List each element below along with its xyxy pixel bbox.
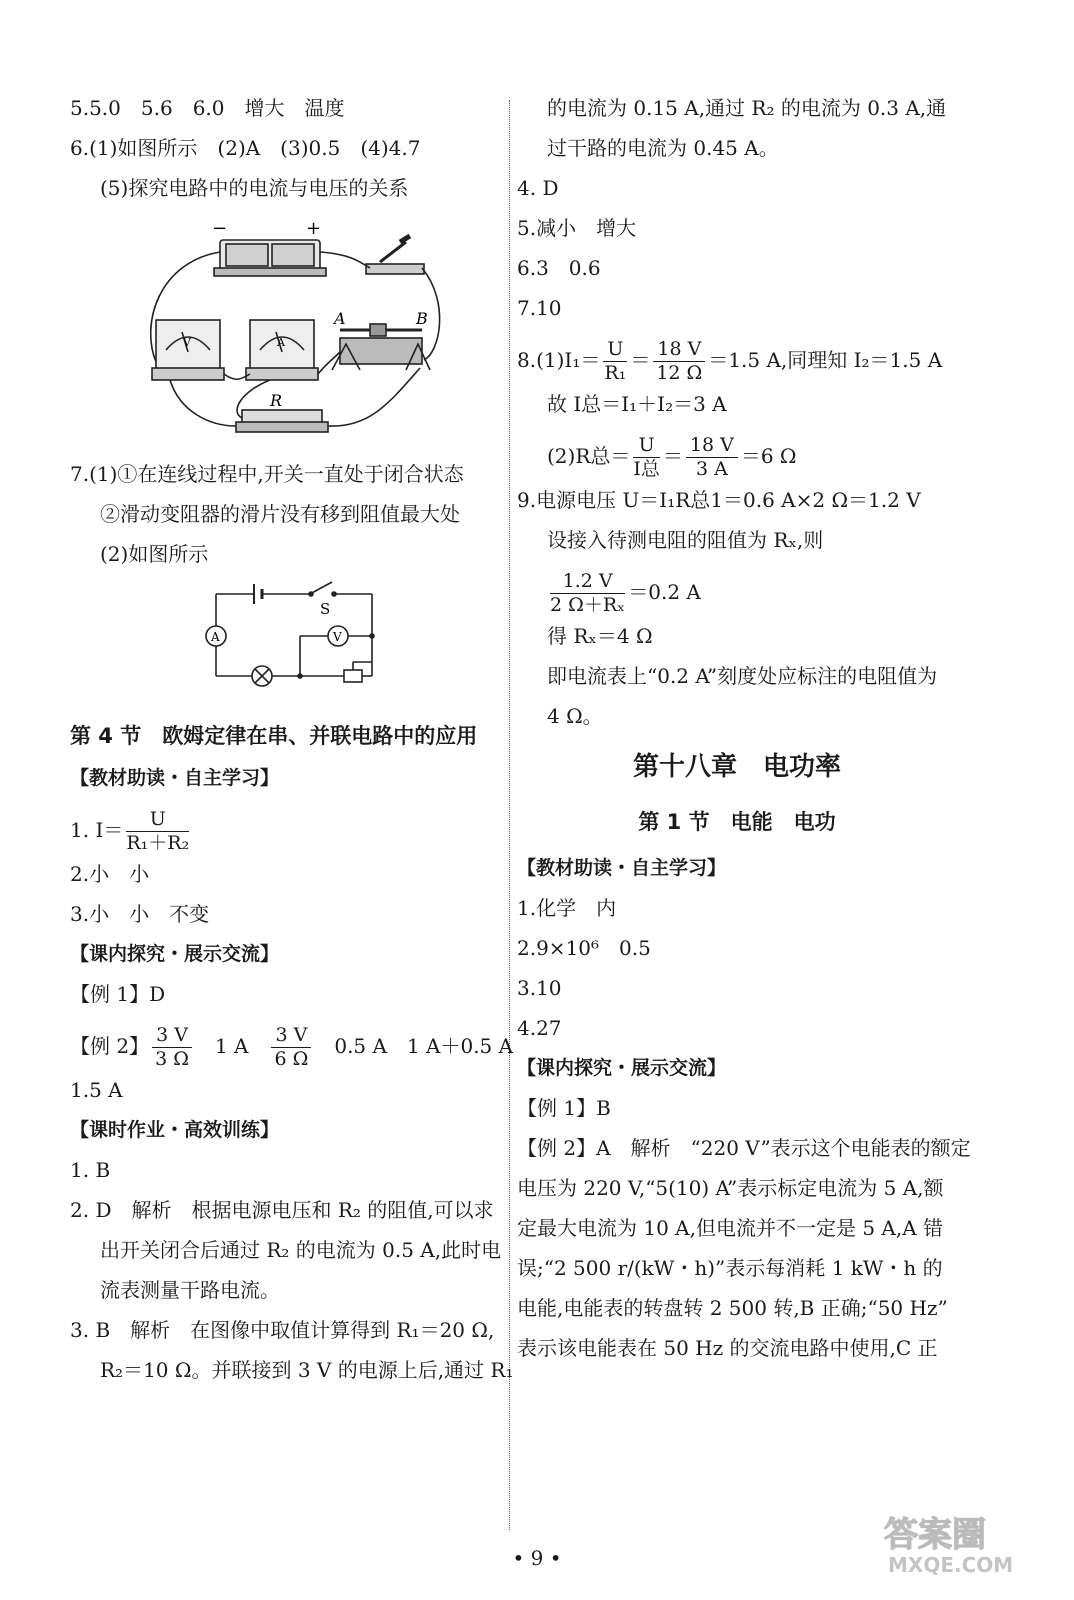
example-1: 【例 1】D	[70, 982, 166, 1006]
answer-l3: 3.小 小 不变	[70, 902, 210, 926]
heading-textbook: 【教材助读・自主学习】	[70, 767, 280, 789]
answer-8-sum: 故 I总＝I₁＋I₂＝3 A	[547, 392, 727, 416]
numerator: 18 V	[653, 340, 705, 362]
answer-7-right: 7.10	[517, 296, 562, 320]
homework-3a: 3. B 解析 在图像中取值计算得到 R₁＝20 Ω,	[70, 1318, 495, 1342]
answer-8-1	[517, 336, 957, 384]
answer-5-right: 5.减小 增大	[517, 216, 637, 240]
fraction	[271, 1026, 311, 1069]
answer-8-2-tail: ＝6 Ω	[740, 444, 797, 468]
homework-2a: 2. D 解析 根据电源电压和 R₂ 的阻值,可以求	[70, 1198, 494, 1222]
answer-s2: 2.9×10⁶ 0.5	[517, 936, 651, 960]
numerator: U	[633, 436, 660, 458]
answer-9-e: 即电流表上“0.2 A”刻度处应标注的电阻值为	[547, 664, 938, 688]
section-1-title: 第 1 节 电能 电功	[638, 810, 836, 834]
denominator: 2 Ω＋Rₓ	[550, 594, 626, 616]
fraction	[550, 572, 625, 615]
example-1-right: 【例 1】B	[517, 1096, 611, 1120]
answer-9-b: 设接入待测电阻的阻值为 Rₓ,则	[547, 528, 824, 552]
homework-3b: R₂＝10 Ω。并联接到 3 V 的电源上后,通过 R₁	[100, 1358, 514, 1382]
denominator: 3 A	[695, 458, 728, 480]
answer-7-2: ②滑动变阻器的滑片没有移到阻值最大处	[100, 502, 460, 526]
answer-9-d: 得 Rₓ＝4 Ω	[547, 624, 653, 648]
answer-9-f: 4 Ω。	[547, 704, 603, 728]
fraction	[603, 340, 627, 383]
denominator: R₁	[604, 362, 627, 384]
voltmeter-v-label: V	[183, 336, 191, 349]
watermark-logo	[874, 1508, 1044, 1578]
column-divider	[509, 100, 510, 1530]
answer-4: 4. D	[517, 176, 559, 200]
answer-8-2	[517, 432, 957, 480]
answer-s4: 4.27	[517, 1016, 562, 1040]
switch-s-label: S	[320, 600, 331, 618]
circuit-photo-figure	[70, 212, 500, 456]
numerator: U	[126, 810, 189, 832]
numerator: U	[603, 340, 627, 362]
left-column	[70, 96, 514, 1398]
example-2-right-d: 误;“2 500 r/(kW・h)”表示每消耗 1 kW・h 的	[517, 1256, 943, 1280]
answer-9-c	[517, 568, 957, 616]
rheostat-b-label: B	[416, 309, 428, 328]
example-2-answer: 1.5 A	[70, 1078, 123, 1102]
schematic-figure	[70, 580, 500, 710]
heading-homework: 【课时作业・高效训练】	[70, 1119, 280, 1141]
rheostat-a-label: A	[334, 309, 346, 328]
answer-l1	[70, 806, 500, 854]
answer-8-prefix: 8.(1)I₁＝	[517, 348, 601, 372]
chapter-title: 第十八章 电功率	[632, 752, 841, 782]
denominator: 12 Ω	[656, 362, 703, 384]
resistor-r-label: R	[270, 391, 283, 410]
answer-8-tail: ＝1.5 A,同理知 I₂＝1.5 A	[708, 348, 943, 372]
heading-textbook-right: 【教材助读・自主学习】	[517, 857, 727, 879]
fraction	[126, 810, 189, 853]
example-2	[70, 1022, 514, 1070]
answer-9: 9.电源电压 U＝I₁R总1＝0.6 A×2 Ω＝1.2 V	[517, 488, 921, 512]
circuit-schematic	[70, 580, 500, 710]
example-2-right-a: 【例 2】A 解析 “220 V”表示这个电能表的额定	[517, 1136, 971, 1160]
numerator: 1.2 V	[550, 572, 625, 594]
answer-6: 6.(1)如图所示 (2)A (3)0.5 (4)4.7	[70, 136, 421, 160]
schematic-voltmeter-label: V	[333, 630, 342, 644]
example-2-right-b: 电压为 220 V,“5(10) A”表示标定电流为 5 A,额	[517, 1176, 944, 1200]
example-2-right-f: 表示该电能表在 50 Hz 的交流电路中使用,C 正	[517, 1336, 938, 1360]
page-number: • 9 •	[512, 1546, 562, 1570]
watermark-text-bottom: MXQE.COM	[888, 1553, 1014, 1577]
schematic-ammeter-label: A	[211, 630, 220, 644]
formula-prefix: 1. I＝	[70, 818, 124, 842]
cont-line-2: 过干路的电流为 0.45 A。	[547, 136, 779, 160]
battery-minus-label: −	[212, 218, 228, 239]
denominator: R₁＋R₂	[126, 832, 190, 854]
example-2-prefix: 【例 2】	[70, 1034, 150, 1058]
answer-9-c-tail: ＝0.2 A	[628, 580, 701, 604]
heading-explore-right: 【课内探究・展示交流】	[517, 1057, 727, 1079]
fraction	[686, 436, 738, 479]
fraction	[152, 1026, 192, 1069]
battery-plus-label: +	[306, 218, 322, 239]
fraction	[653, 340, 705, 383]
equals-sign: ＝	[662, 444, 683, 468]
answer-6-right: 6.3 0.6	[517, 256, 601, 280]
right-column	[517, 96, 971, 1376]
answer-8-2-prefix: (2)R总＝	[547, 444, 631, 468]
answer-7-3: (2)如图所示	[100, 542, 209, 566]
watermark-text-top: 答案圈	[884, 1515, 986, 1555]
example-2-mid: 1 A	[194, 1034, 269, 1058]
numerator: 18 V	[686, 436, 738, 458]
answer-l2: 2.小 小	[70, 862, 150, 886]
homework-1: 1. B	[70, 1158, 111, 1182]
denominator: I总	[633, 458, 660, 480]
answer-7-1: 7.(1)①在连线过程中,开关一直处于闭合状态	[70, 462, 464, 486]
example-2-right-e: 电能,电能表的转盘转 2 500 转,B 正确;“50 Hz”	[517, 1296, 948, 1320]
ammeter-a-label: A	[277, 336, 285, 349]
example-2-tail: 0.5 A 1 A＋0.5 A	[314, 1034, 514, 1058]
fraction	[633, 436, 660, 479]
physical-circuit-diagram	[70, 212, 500, 456]
answer-5: 5.5.0 5.6 6.0 增大 温度	[70, 96, 345, 120]
homework-2c: 流表测量干路电流。	[100, 1278, 280, 1302]
numerator: 3 V	[152, 1026, 192, 1048]
answer-6-5: (5)探究电路中的电流与电压的关系	[100, 176, 409, 200]
answer-s1: 1.化学 内	[517, 896, 617, 920]
answer-s3: 3.10	[517, 976, 562, 1000]
homework-2b: 出开关闭合后通过 R₂ 的电流为 0.5 A,此时电	[100, 1238, 502, 1262]
numerator: 3 V	[271, 1026, 311, 1048]
denominator: 6 Ω	[274, 1048, 309, 1070]
example-2-right-c: 定最大电流为 10 A,但电流并不一定是 5 A,A 错	[517, 1216, 944, 1240]
heading-explore: 【课内探究・展示交流】	[70, 943, 280, 965]
equals-sign: ＝	[630, 348, 651, 372]
cont-line-1: 的电流为 0.15 A,通过 R₂ 的电流为 0.3 A,通	[547, 96, 947, 120]
section-4-title: 第 4 节 欧姆定律在串、并联电路中的应用	[70, 724, 478, 748]
denominator: 3 Ω	[155, 1048, 189, 1070]
